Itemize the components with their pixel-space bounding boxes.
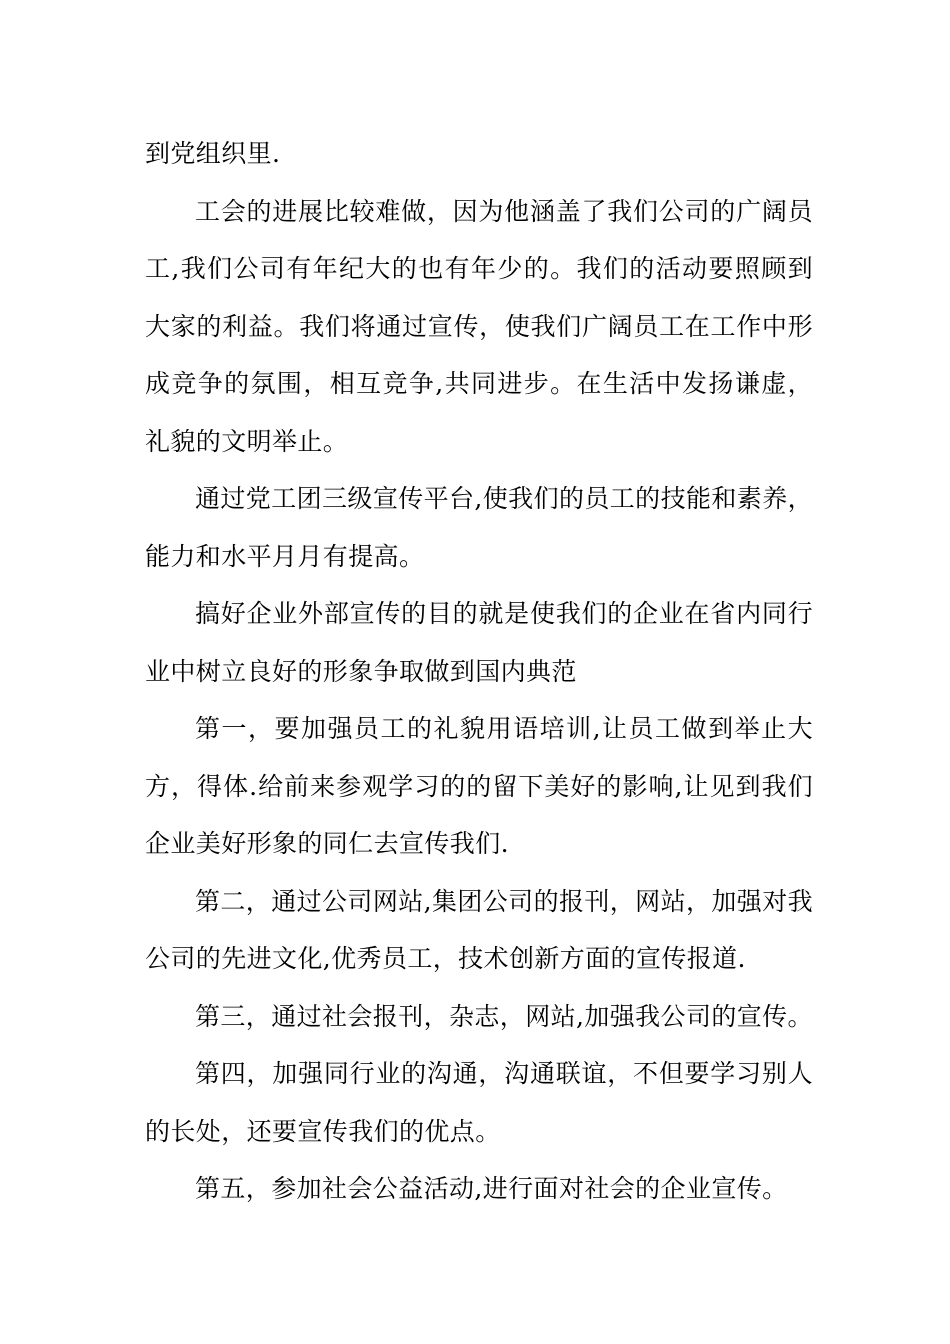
paragraph-item-second: 第二，通过公司网站,集团公司的报刊，网站，加强对我公司的先进文化,优秀员工，技术创新方面的宣传报道. xyxy=(145,886,813,973)
paragraph-item-third: 第三，通过社会报刊，杂志，网站,加强我公司的宣传。 xyxy=(195,1001,813,1031)
document-body xyxy=(145,125,813,1218)
paragraph-publicity-platform: 通过党工团三级宣传平台,使我们的员工的技能和素养，能力和水平月月有提高。 xyxy=(145,484,813,571)
paragraph-item-fourth: 第四，加强同行业的沟通，沟通联谊，不但要学习别人的长处，还要宣传我们的优点。 xyxy=(145,1059,813,1146)
paragraph-item-fifth: 第五，参加社会公益活动,进行面对社会的企业宣传。 xyxy=(195,1174,788,1203)
paragraph-continuation: 到党组织里. xyxy=(145,139,281,168)
paragraph-trade-union: 工会的进展比较难做，因为他涵盖了我们公司的广阔员工,我们公司有年纪大的也有年少的。我们的活动要照顾到大家的利益。我们将通过宣传，使我们广阔员工在工作中形成竞争的氛围，相互竞争,共同进步。在生活中发扬谦虚，礼貌的文明举止。 xyxy=(145,196,813,456)
paragraph-item-first: 第一，要加强员工的礼貌用语培训,让员工做到举止大方，得体.给前来参观学习的的留下美好的影响,让见到我们企业美好形象的同仁去宣传我们. xyxy=(145,714,813,858)
paragraph-external-publicity: 搞好企业外部宣传的目的就是使我们的企业在省内同行业中树立良好的形象争取做到国内典范 xyxy=(145,599,813,686)
